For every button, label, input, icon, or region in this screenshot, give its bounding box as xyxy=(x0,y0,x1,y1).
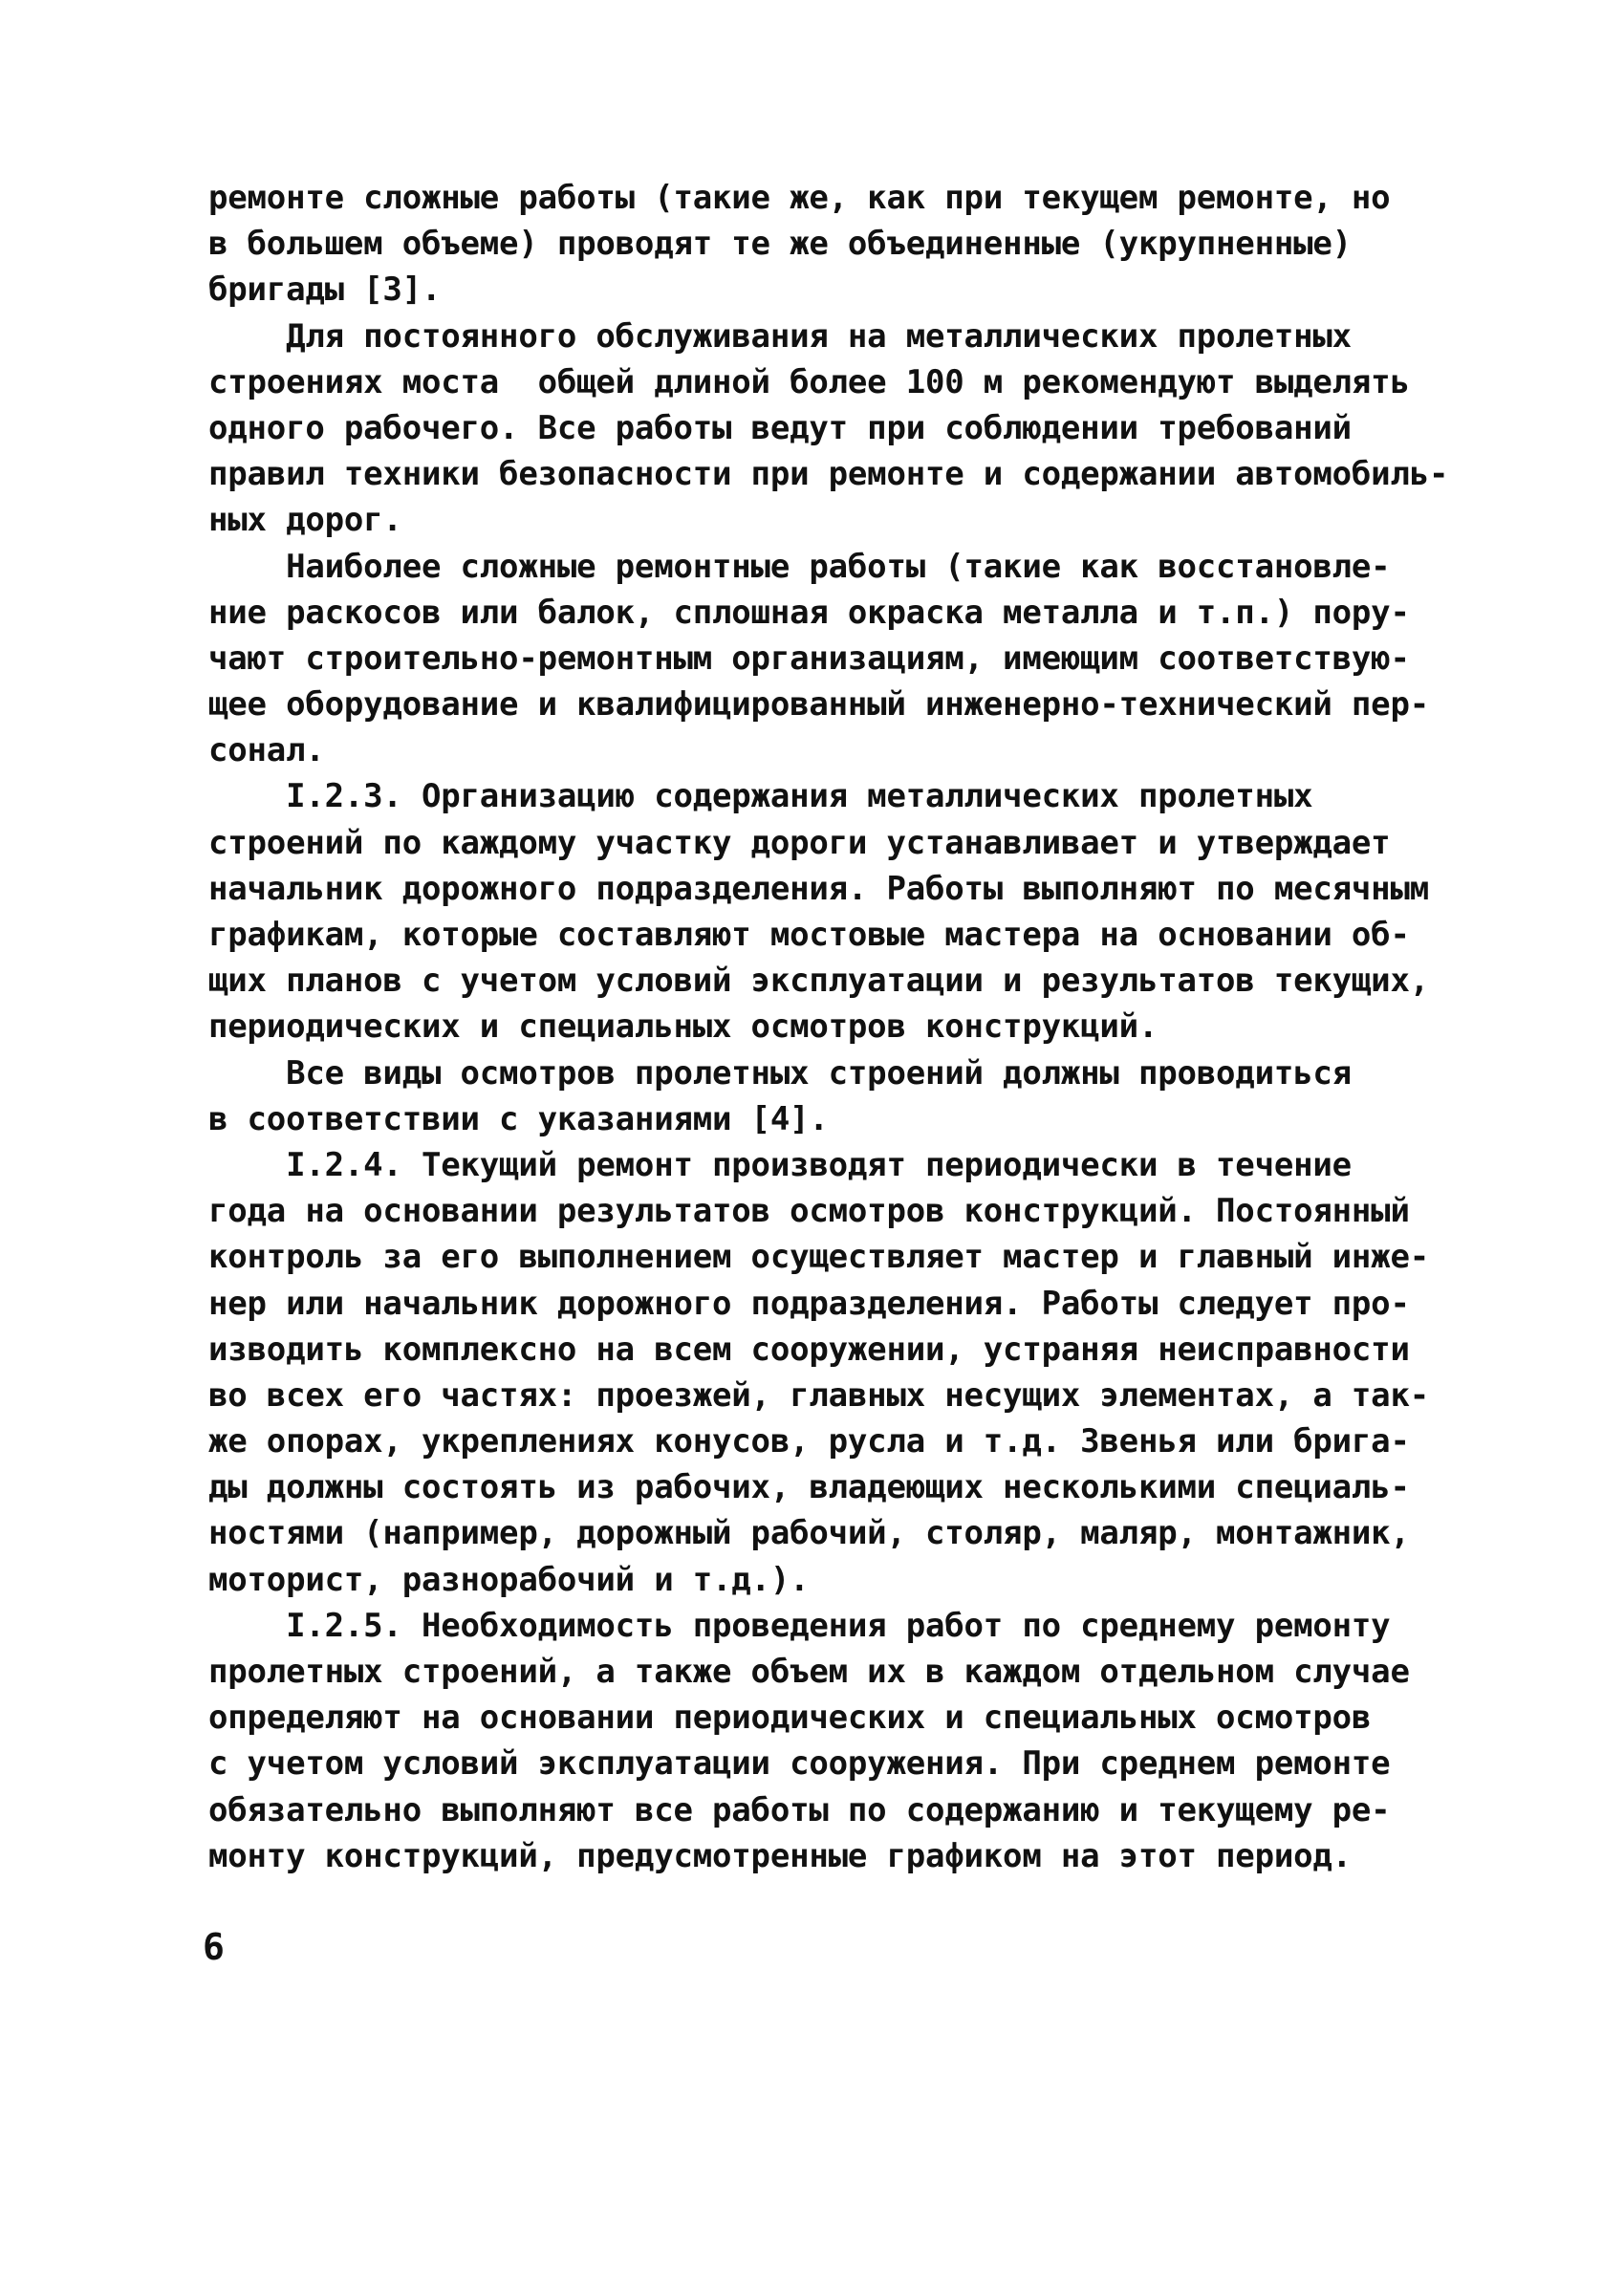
page-number: 6 xyxy=(203,1926,225,1968)
text-line: ды должны состоять из рабочих, владеющих несколькими специаль- xyxy=(208,1468,1410,1507)
text-line: ремонте сложные работы (такие же, как при текущем ремонте, но xyxy=(208,179,1391,217)
text-line: нер или начальник дорожного подразделения. Работы следует про- xyxy=(208,1284,1410,1323)
text-line: I.2.4. Текущий ремонт производят периодически в течение xyxy=(208,1145,1352,1184)
text-line: правил техники безопасности при ремонте и содержании автомобиль- xyxy=(208,455,1449,494)
text-line: определяют на основании периодических и специальных осмотров xyxy=(208,1699,1372,1738)
text-line: в большем объеме) проводят те же объединенные (укрупненные) xyxy=(208,225,1352,264)
text-line: года на основании результатов осмотров конструкций. Постоянный xyxy=(208,1192,1410,1231)
text-line: моторист, разнорабочий и т.д.). xyxy=(208,1560,810,1599)
text-line: пролетных строений, а также объем их в каждом отдельном случае xyxy=(208,1653,1410,1691)
text-line: I.2.5. Необходимость проведения работ по среднему ремонту xyxy=(208,1606,1391,1645)
text-line: графикам, которые составляют мостовые мастера на основании об- xyxy=(208,916,1410,954)
text-line: I.2.3. Организацию содержания металлических пролетных xyxy=(208,777,1313,816)
text-line: Для постоянного обслуживания на металлических пролетных xyxy=(208,316,1352,356)
text-line: с учетом условий эксплуатации сооружения. При среднем ремонте xyxy=(208,1744,1391,1784)
text-line: периодических и специальных осмотров конструкций. xyxy=(208,1007,1158,1047)
text-line: щее оборудование и квалифицированный инженерно-технический пер- xyxy=(208,685,1429,725)
text-line: ных дорог. xyxy=(208,501,402,540)
text-line: Все виды осмотров пролетных строений должны проводиться xyxy=(208,1053,1352,1093)
text-line: же опорах, укреплениях конусов, русла и т.д. Звенья или брига- xyxy=(208,1422,1410,1461)
text-line: в соответствии с указаниями [4]. xyxy=(208,1099,829,1138)
text-line: обязательно выполняют все работы по содержанию и текущему ре- xyxy=(208,1790,1391,1829)
text-line: ностями (например, дорожный рабочий, столяр, маляр, монтажник, xyxy=(208,1514,1410,1553)
text-line: во всех его частях: проезжей, главных несущих элементах, а так- xyxy=(208,1375,1429,1415)
text-line: сонал. xyxy=(208,731,325,770)
text-line: чают строительно-ремонтным организациям, имеющим соответствую- xyxy=(208,638,1410,678)
text-line: монту конструкций, предусмотренные графиком на этот период. xyxy=(208,1836,1352,1875)
text-line: изводить комплексно на всем сооружении, устраняя неисправности xyxy=(208,1330,1410,1369)
text-line: Наиболее сложные ремонтные работы (такие как восстановле- xyxy=(208,547,1391,586)
body-text xyxy=(208,175,1449,1879)
text-line: щих планов с учетом условий эксплуатации и результатов текущих, xyxy=(208,962,1429,1001)
text-line: одного рабочего. Все работы ведут при соблюдении требований xyxy=(208,408,1352,447)
text-line: контроль за его выполнением осуществляет мастер и главный инже- xyxy=(208,1238,1429,1277)
text-line: строений по каждому участку дороги устанавливает и утверждает xyxy=(208,823,1391,862)
text-line: начальник дорожного подразделения. Работы выполняют по месячным xyxy=(208,869,1429,908)
text-line: строениях моста общей длиной более 100 м рекомендуют выделять xyxy=(208,362,1410,401)
text-line: ние раскосов или балок, сплошная окраска металла и т.п.) пору- xyxy=(208,593,1410,632)
text-line: бригады [3]. xyxy=(208,270,442,310)
